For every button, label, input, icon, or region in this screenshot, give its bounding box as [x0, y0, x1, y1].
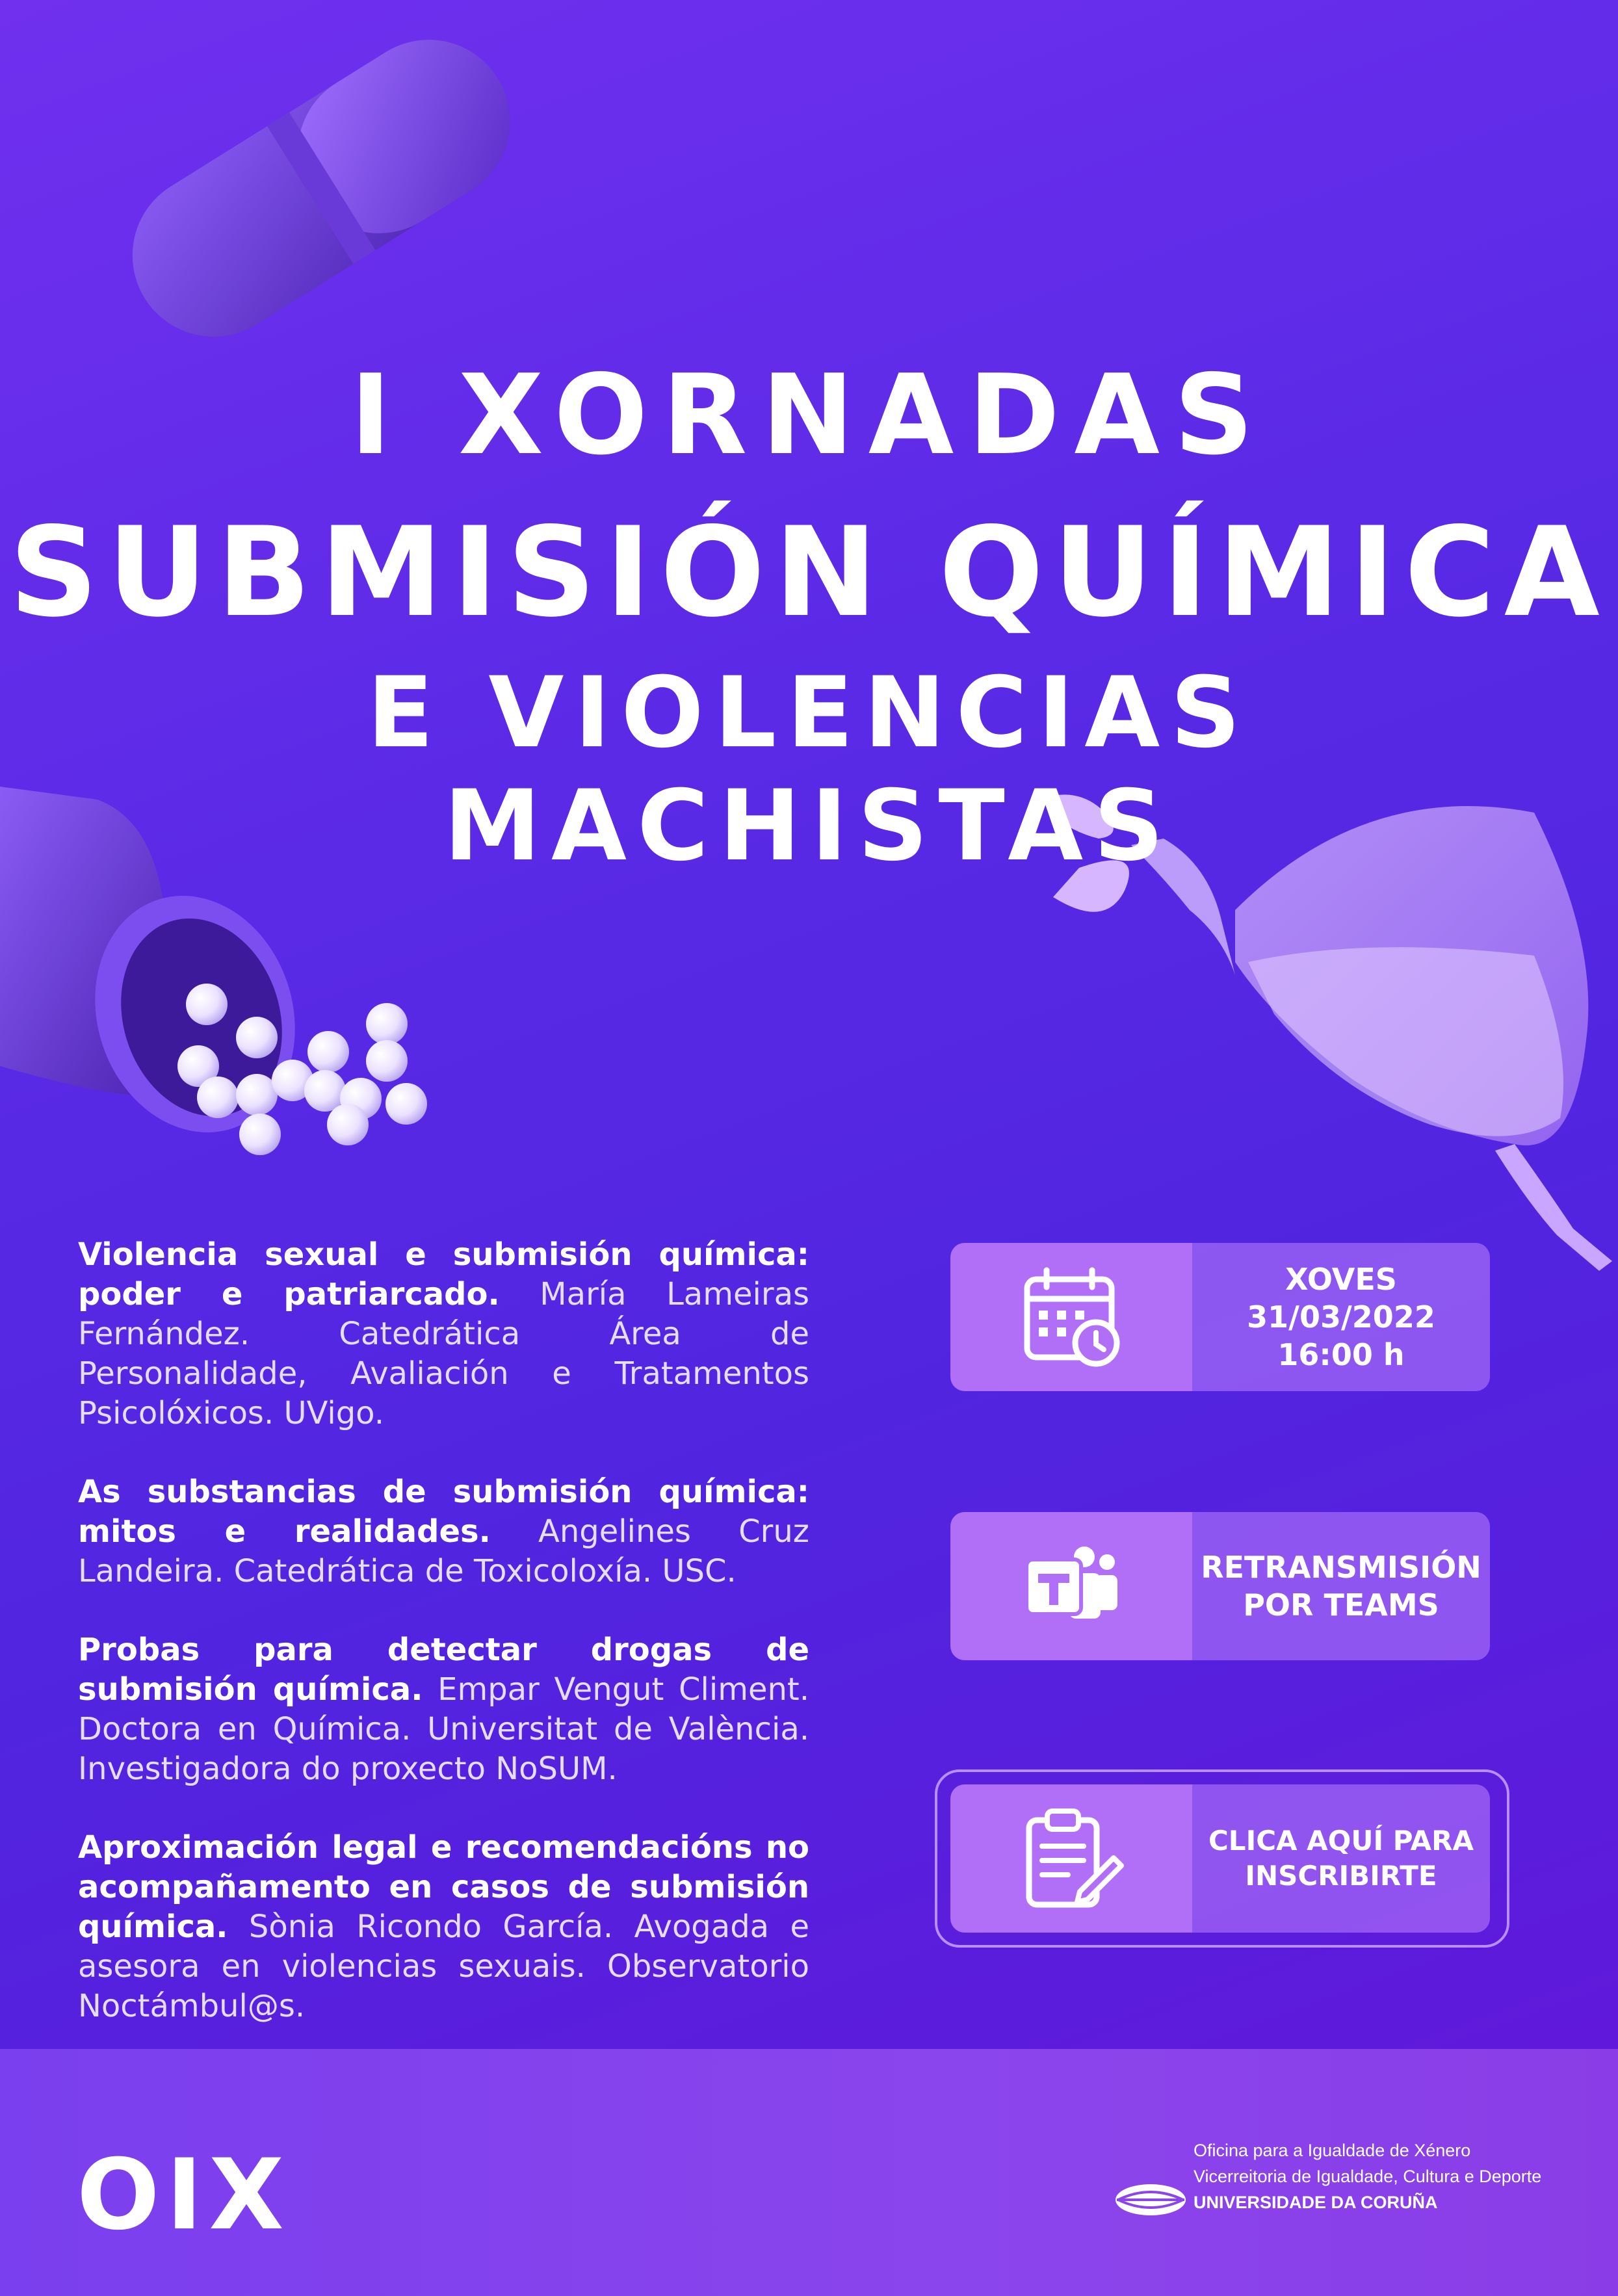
- capsule-top-icon: [102, 9, 541, 367]
- org-line-2: Vicerreitoria de Igualdade, Cultura e Deporte: [1194, 2167, 1542, 2186]
- talk-title: As substancias de submisión química: mitos e realidades.: [78, 1474, 809, 1550]
- event-day: XOVES: [1285, 1262, 1397, 1297]
- talk-title: Aproximación legal e recomendacións no acompañamento en casos de submisión química.: [78, 1829, 809, 1945]
- teams-card[interactable]: [950, 1512, 1490, 1660]
- oix-logo: OIX: [77, 2139, 291, 2252]
- talk-item: [78, 1828, 809, 2026]
- teams-icon: [950, 1512, 1192, 1660]
- register-line-2: INSCRIBIRTE: [1245, 1860, 1437, 1892]
- event-date: 31/03/2022: [1247, 1299, 1435, 1335]
- title-line-3: E VIOLENCIAS MACHISTAS: [367, 657, 1251, 883]
- talk-item: [78, 1472, 809, 1591]
- university-logo-icon: [1114, 2182, 1187, 2218]
- talk-speaker: Angelines Cruz Landeira. Catedrática de Toxicoloxía. USC.: [78, 1513, 809, 1589]
- talk-item: [78, 1235, 809, 1433]
- teams-line-2: POR TEAMS: [1243, 1587, 1439, 1623]
- register-button[interactable]: [950, 1784, 1490, 1933]
- register-line-1: CLICA AQUÍ PARA: [1208, 1825, 1474, 1857]
- talk-title: Violencia sexual e submisión química: poder e patriarcado.: [78, 1236, 809, 1312]
- talk-title: Probas para detectar drogas de submisión química.: [78, 1632, 809, 1708]
- event-time: 16:00 h: [1277, 1337, 1405, 1372]
- teams-line-1: RETRANSMISIÓN: [1201, 1550, 1481, 1585]
- clipboard-pencil-icon: [950, 1784, 1192, 1933]
- date-card: [950, 1243, 1490, 1391]
- title-line-1: I XORNADAS: [350, 351, 1268, 480]
- talk-item: [78, 1630, 809, 1789]
- talk-speaker: Sònia Ricondo García. Avogada e asesora en violencias sexuais. Observatorio Noctámbul@s.: [78, 1909, 809, 2024]
- org-line-1: Oficina para a Igualdade de Xénero: [1194, 2141, 1471, 2160]
- university-info: [1194, 2137, 1541, 2215]
- title-line-2: SUBMISIÓN QUÍMICA: [9, 501, 1609, 644]
- talk-list: [78, 1235, 809, 2065]
- talk-speaker: Empar Vengut Climent. Doctora en Química. Universitat de València. Investigadora do proxecto NoSUM.: [78, 1671, 809, 1787]
- org-line-3: UNIVERSIDADE DA CORUÑA: [1194, 2193, 1438, 2212]
- talk-speaker: María Lameiras Fernández. Catedrática Área de Personalidade, Avaliación e Tratamentos Psicolóxicos. UVigo.: [78, 1276, 809, 1431]
- calendar-clock-icon: [950, 1243, 1192, 1391]
